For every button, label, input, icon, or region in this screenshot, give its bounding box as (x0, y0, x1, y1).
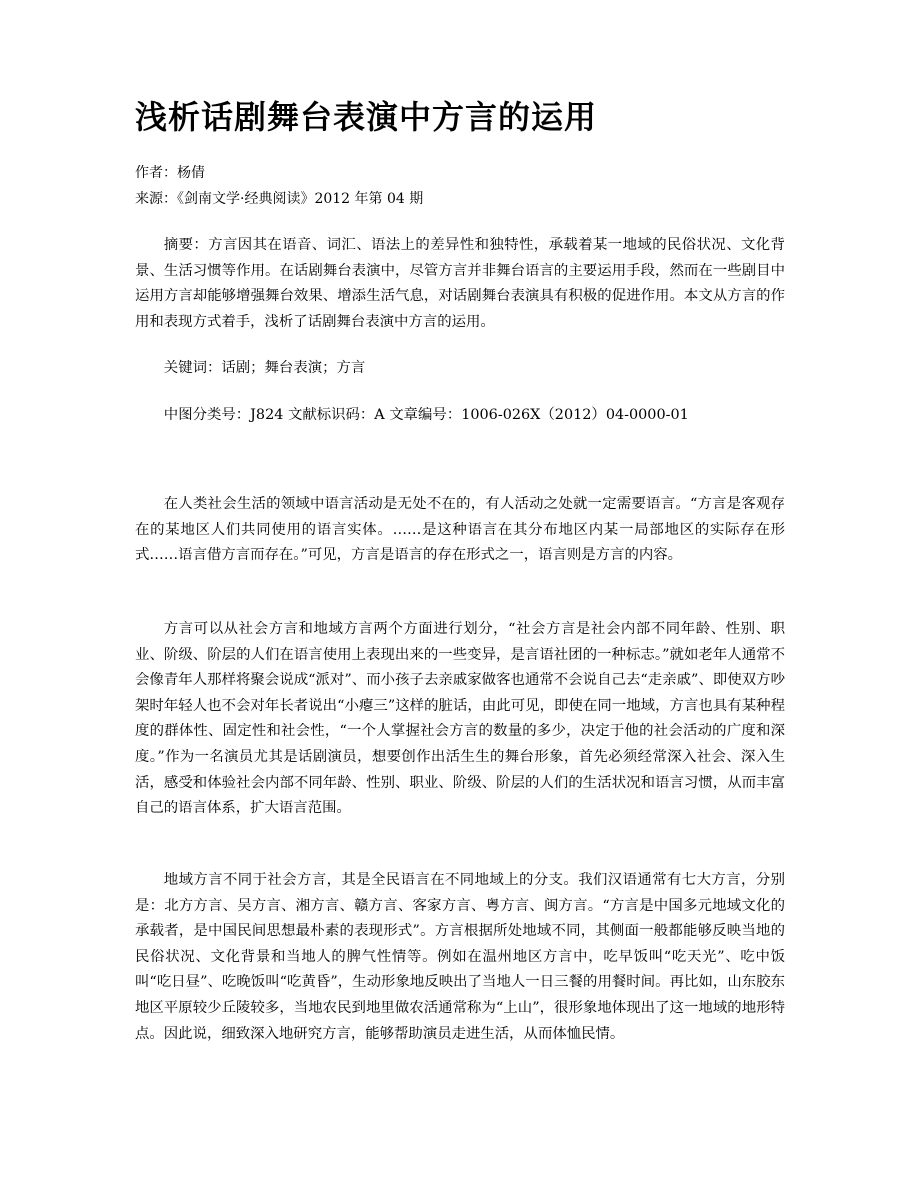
body-paragraph-2: 方言可以从社会方言和地域方言两个方面进行划分，“社会方言是社会内部不同年龄、性别、职业、阶级、阶层的人们在语言使用上表现出来的一些变异，是言语社团的一种标志。”就如老年人通常不会像青年人那样将聚会说成“派对”、而小孩子去亲戚家做客也通常不会说自己去“走亲戚”、即使双方吵架时年轻人也不会对年长者说出“小瘪三”这样的脏话，由此可见，即使在同一地域，方言也具有某种程度的群体性、固定性和社会性，“一个人掌握社会方言的数量的多少，决定于他的社会活动的广度和深度。”作为一名演员尤其是话剧演员，想要创作出活生生的舞台形象，首先必须经常深入社会、深入生活，感受和体验社会内部不同年龄、性别、职业、阶级、阶层的人们的生活状况和语言习惯，从而丰富自己的语言体系，扩大语言范围。 (135, 621, 785, 817)
keywords: 关键词：话剧；舞台表演；方言 (163, 360, 366, 376)
body-paragraph-1: 在人类社会生活的领域中语言活动是无处不在的，有人活动之处就一定需要语言。“方言是客观存在的某地区人们共同使用的语言实体。……是这种语言在其分布地区内某一局部地区的实际存在形式……语言借方言而存在。”可见，方言是语言的存在形式之一，语言则是方言的内容。 (135, 496, 785, 564)
classification-line: 中图分类号：J824 文献标识码：A 文章编号：1006-026X（2012）04-0000-01 (163, 407, 689, 423)
source-line: 来源：《剑南文学·经典阅读》2012 年第 04 期 (135, 191, 424, 207)
author-line: 作者：杨倩 (135, 165, 205, 181)
abstract: 摘要：方言因其在语音、词汇、语法上的差异性和独特性，承载着某一地域的民俗状况、文化背景、生活习惯等作用。在话剧舞台表演中，尽管方言并非舞台语言的主要运用手段，然而在一些剧目中运用方言却能够增强舞台效果、增添生活气息，对话剧舞台表演具有积极的促进作用。本文从方言的作用和表现方式着手，浅析了话剧舞台表演中方言的运用。 (135, 237, 785, 330)
article-title: 浅析话剧舞台表演中方言的运用 (135, 98, 598, 136)
body-paragraph-3: 地域方言不同于社会方言，其是全民语言在不同地域上的分支。我们汉语通常有七大方言，分别是：北方方言、吴方言、湘方言、赣方言、客家方言、粤方言、闽方言。“方言是中国多元地域文化的承载者，是中国民间思想最朴素的表现形式”。方言根据所处地域不同，其侧面一般都能够反映当地的民俗状况、文化背景和当地人的脾气性情等。例如在温州地区方言中，吃早饭叫“吃天光”、吃中饭叫“吃日昼”、吃晚饭叫“吃黄昏”，生动形象地反映出了当地人一日三餐的用餐时间。再比如，山东胶东地区平原较少丘陵较多，当地农民到地里做农活通常称为“上山”，很形象地体现出了这一地域的地形特点。因此说，细致深入地研究方言，能够帮助演员走进生活，从而体恤民情。 (135, 872, 785, 1042)
